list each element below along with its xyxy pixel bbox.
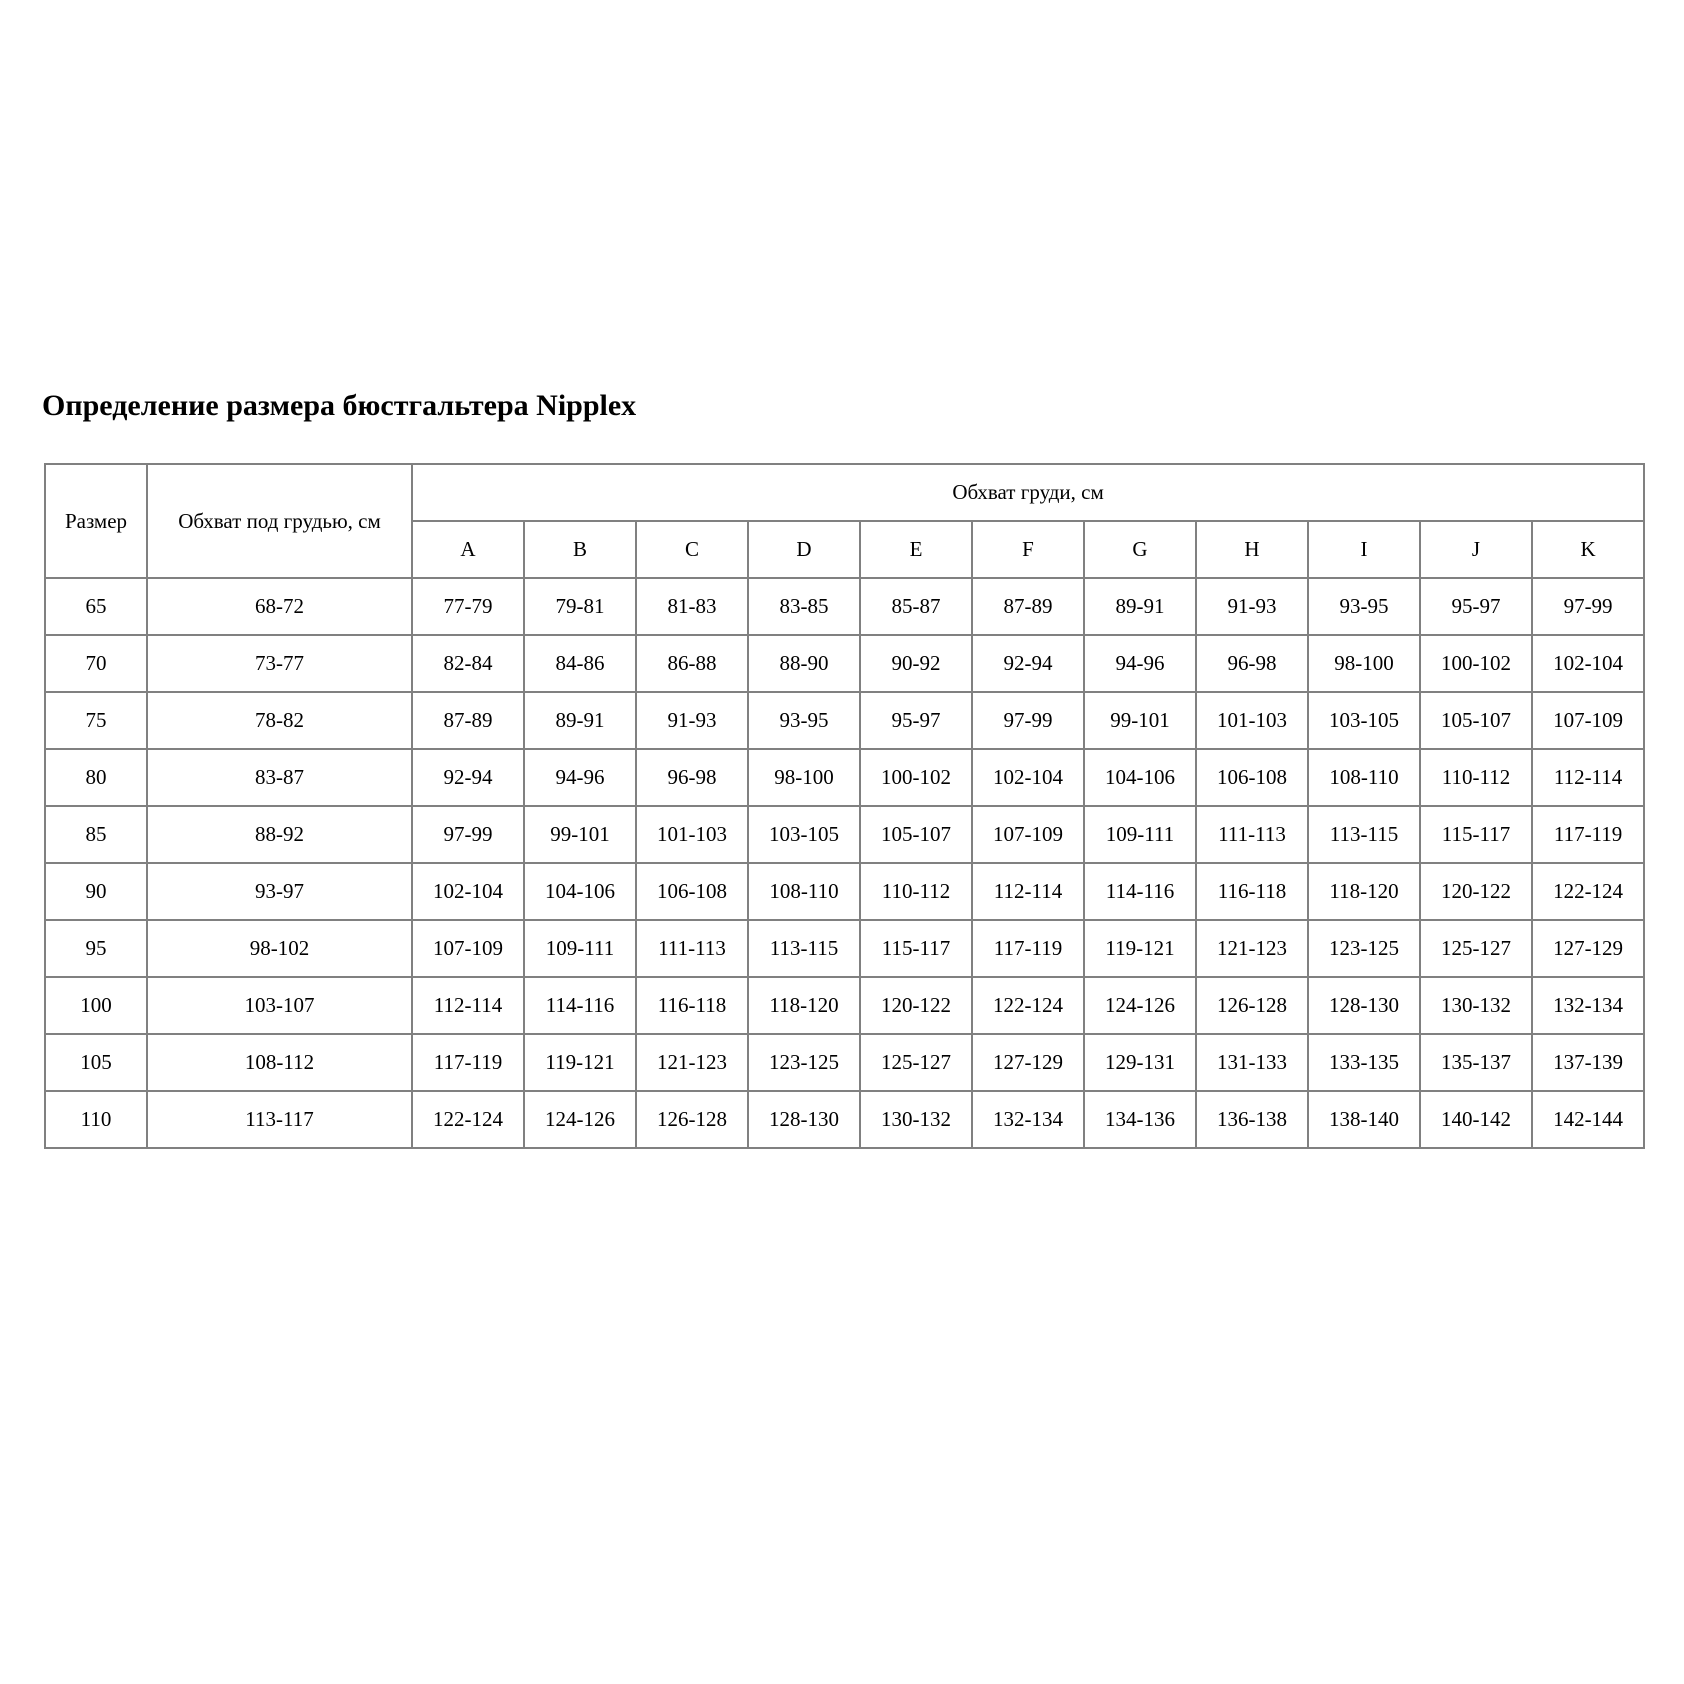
- size-cell: 110: [45, 1091, 147, 1148]
- cup-range-cell: 95-97: [1420, 578, 1532, 635]
- cup-range-cell: 116-118: [1196, 863, 1308, 920]
- cup-range-cell: 140-142: [1420, 1091, 1532, 1148]
- cup-range-cell: 94-96: [524, 749, 636, 806]
- cup-range-cell: 105-107: [1420, 692, 1532, 749]
- size-cell: 75: [45, 692, 147, 749]
- cup-range-cell: 113-115: [748, 920, 860, 977]
- cup-range-cell: 123-125: [748, 1034, 860, 1091]
- underbust-cell: 98-102: [147, 920, 412, 977]
- table-row: [45, 1034, 1644, 1091]
- underbust-cell: 103-107: [147, 977, 412, 1034]
- cup-column-header: F: [972, 521, 1084, 578]
- cup-range-cell: 107-109: [1532, 692, 1644, 749]
- cup-range-cell: 114-116: [1084, 863, 1196, 920]
- bra-size-table: [44, 463, 1645, 1149]
- cup-range-cell: 109-111: [1084, 806, 1196, 863]
- cup-range-cell: 85-87: [860, 578, 972, 635]
- cup-range-cell: 100-102: [1420, 635, 1532, 692]
- cup-range-cell: 103-105: [748, 806, 860, 863]
- cup-range-cell: 111-113: [1196, 806, 1308, 863]
- cup-range-cell: 133-135: [1308, 1034, 1420, 1091]
- table-row: [45, 749, 1644, 806]
- cup-range-cell: 99-101: [524, 806, 636, 863]
- cup-column-header: K: [1532, 521, 1644, 578]
- cup-range-cell: 97-99: [1532, 578, 1644, 635]
- cup-range-cell: 125-127: [1420, 920, 1532, 977]
- cup-range-cell: 108-110: [1308, 749, 1420, 806]
- cup-range-cell: 122-124: [972, 977, 1084, 1034]
- cup-range-cell: 112-114: [412, 977, 524, 1034]
- cup-range-cell: 131-133: [1196, 1034, 1308, 1091]
- cup-range-cell: 115-117: [860, 920, 972, 977]
- cup-range-cell: 92-94: [412, 749, 524, 806]
- cup-range-cell: 94-96: [1084, 635, 1196, 692]
- cup-range-cell: 118-120: [1308, 863, 1420, 920]
- cup-range-cell: 91-93: [636, 692, 748, 749]
- cup-range-cell: 135-137: [1420, 1034, 1532, 1091]
- bust-span-header: Обхват груди, см: [412, 464, 1644, 521]
- cup-range-cell: 121-123: [636, 1034, 748, 1091]
- cup-range-cell: 110-112: [860, 863, 972, 920]
- size-cell: 100: [45, 977, 147, 1034]
- table-row: [45, 1091, 1644, 1148]
- cup-range-cell: 110-112: [1420, 749, 1532, 806]
- cup-range-cell: 97-99: [972, 692, 1084, 749]
- cup-column-header: C: [636, 521, 748, 578]
- cup-range-cell: 129-131: [1084, 1034, 1196, 1091]
- page-title: Определение размера бюстгальтера Nipplex: [42, 389, 637, 422]
- cup-range-cell: 87-89: [972, 578, 1084, 635]
- cup-range-cell: 108-110: [748, 863, 860, 920]
- cup-range-cell: 132-134: [972, 1091, 1084, 1148]
- cup-range-cell: 91-93: [1196, 578, 1308, 635]
- cup-range-cell: 82-84: [412, 635, 524, 692]
- cup-range-cell: 122-124: [412, 1091, 524, 1148]
- cup-range-cell: 90-92: [860, 635, 972, 692]
- table-row: [45, 920, 1644, 977]
- cup-range-cell: 98-100: [748, 749, 860, 806]
- cup-range-cell: 107-109: [412, 920, 524, 977]
- cup-range-cell: 134-136: [1084, 1091, 1196, 1148]
- cup-range-cell: 117-119: [412, 1034, 524, 1091]
- cup-range-cell: 127-129: [972, 1034, 1084, 1091]
- cup-range-cell: 127-129: [1532, 920, 1644, 977]
- cup-range-cell: 130-132: [1420, 977, 1532, 1034]
- size-cell: 95: [45, 920, 147, 977]
- underbust-cell: 83-87: [147, 749, 412, 806]
- cup-range-cell: 79-81: [524, 578, 636, 635]
- cup-range-cell: 99-101: [1084, 692, 1196, 749]
- cup-range-cell: 83-85: [748, 578, 860, 635]
- cup-range-cell: 117-119: [972, 920, 1084, 977]
- cup-range-cell: 104-106: [524, 863, 636, 920]
- cup-range-cell: 86-88: [636, 635, 748, 692]
- cup-range-cell: 100-102: [860, 749, 972, 806]
- cup-range-cell: 95-97: [860, 692, 972, 749]
- cup-range-cell: 96-98: [636, 749, 748, 806]
- underbust-cell: 108-112: [147, 1034, 412, 1091]
- cup-range-cell: 96-98: [1196, 635, 1308, 692]
- cup-range-cell: 107-109: [972, 806, 1084, 863]
- cup-range-cell: 89-91: [1084, 578, 1196, 635]
- cup-range-cell: 87-89: [412, 692, 524, 749]
- cup-range-cell: 109-111: [524, 920, 636, 977]
- size-cell: 105: [45, 1034, 147, 1091]
- cup-range-cell: 119-121: [524, 1034, 636, 1091]
- size-cell: 85: [45, 806, 147, 863]
- size-table-body: [45, 578, 1644, 1148]
- cup-range-cell: 136-138: [1196, 1091, 1308, 1148]
- cup-range-cell: 113-115: [1308, 806, 1420, 863]
- cup-range-cell: 102-104: [972, 749, 1084, 806]
- cup-range-cell: 93-95: [748, 692, 860, 749]
- cup-range-cell: 122-124: [1532, 863, 1644, 920]
- underbust-column-header: Обхват под грудью, см: [147, 464, 412, 578]
- cup-range-cell: 89-91: [524, 692, 636, 749]
- cup-column-header: A: [412, 521, 524, 578]
- cup-range-cell: 111-113: [636, 920, 748, 977]
- cup-range-cell: 92-94: [972, 635, 1084, 692]
- cup-range-cell: 81-83: [636, 578, 748, 635]
- cup-range-cell: 118-120: [748, 977, 860, 1034]
- table-row: [45, 692, 1644, 749]
- cup-range-cell: 123-125: [1308, 920, 1420, 977]
- size-cell: 65: [45, 578, 147, 635]
- table-header: [45, 464, 1644, 578]
- cup-column-header: J: [1420, 521, 1532, 578]
- table-row: [45, 806, 1644, 863]
- cup-range-cell: 104-106: [1084, 749, 1196, 806]
- cup-range-cell: 88-90: [748, 635, 860, 692]
- cup-range-cell: 93-95: [1308, 578, 1420, 635]
- size-cell: 80: [45, 749, 147, 806]
- underbust-cell: 93-97: [147, 863, 412, 920]
- underbust-cell: 113-117: [147, 1091, 412, 1148]
- cup-range-cell: 112-114: [1532, 749, 1644, 806]
- cup-range-cell: 102-104: [412, 863, 524, 920]
- cup-range-cell: 126-128: [636, 1091, 748, 1148]
- header-row-top: [45, 464, 1644, 521]
- cup-range-cell: 128-130: [748, 1091, 860, 1148]
- cup-range-cell: 119-121: [1084, 920, 1196, 977]
- size-column-header: Размер: [45, 464, 147, 578]
- cup-range-cell: 84-86: [524, 635, 636, 692]
- cup-range-cell: 120-122: [1420, 863, 1532, 920]
- cup-range-cell: 77-79: [412, 578, 524, 635]
- cup-range-cell: 130-132: [860, 1091, 972, 1148]
- cup-range-cell: 101-103: [636, 806, 748, 863]
- cup-range-cell: 98-100: [1308, 635, 1420, 692]
- cup-column-header: D: [748, 521, 860, 578]
- cup-range-cell: 106-108: [636, 863, 748, 920]
- cup-range-cell: 120-122: [860, 977, 972, 1034]
- underbust-cell: 88-92: [147, 806, 412, 863]
- cup-range-cell: 103-105: [1308, 692, 1420, 749]
- cup-column-header: I: [1308, 521, 1420, 578]
- cup-range-cell: 142-144: [1532, 1091, 1644, 1148]
- cup-column-header: B: [524, 521, 636, 578]
- cup-range-cell: 116-118: [636, 977, 748, 1034]
- cup-range-cell: 117-119: [1532, 806, 1644, 863]
- table-row: [45, 578, 1644, 635]
- cup-range-cell: 97-99: [412, 806, 524, 863]
- table-row: [45, 635, 1644, 692]
- size-cell: 90: [45, 863, 147, 920]
- cup-range-cell: 121-123: [1196, 920, 1308, 977]
- underbust-cell: 78-82: [147, 692, 412, 749]
- cup-column-header: E: [860, 521, 972, 578]
- cup-range-cell: 115-117: [1420, 806, 1532, 863]
- cup-range-cell: 124-126: [1084, 977, 1196, 1034]
- cup-range-cell: 105-107: [860, 806, 972, 863]
- table-row: [45, 863, 1644, 920]
- cup-range-cell: 106-108: [1196, 749, 1308, 806]
- cup-range-cell: 124-126: [524, 1091, 636, 1148]
- cup-range-cell: 132-134: [1532, 977, 1644, 1034]
- cup-range-cell: 101-103: [1196, 692, 1308, 749]
- cup-range-cell: 137-139: [1532, 1034, 1644, 1091]
- cup-range-cell: 126-128: [1196, 977, 1308, 1034]
- cup-range-cell: 138-140: [1308, 1091, 1420, 1148]
- underbust-cell: 73-77: [147, 635, 412, 692]
- cup-range-cell: 125-127: [860, 1034, 972, 1091]
- cup-range-cell: 102-104: [1532, 635, 1644, 692]
- cup-range-cell: 128-130: [1308, 977, 1420, 1034]
- cup-range-cell: 114-116: [524, 977, 636, 1034]
- cup-column-header: H: [1196, 521, 1308, 578]
- cup-column-header: G: [1084, 521, 1196, 578]
- cup-range-cell: 112-114: [972, 863, 1084, 920]
- size-cell: 70: [45, 635, 147, 692]
- table-row: [45, 977, 1644, 1034]
- underbust-cell: 68-72: [147, 578, 412, 635]
